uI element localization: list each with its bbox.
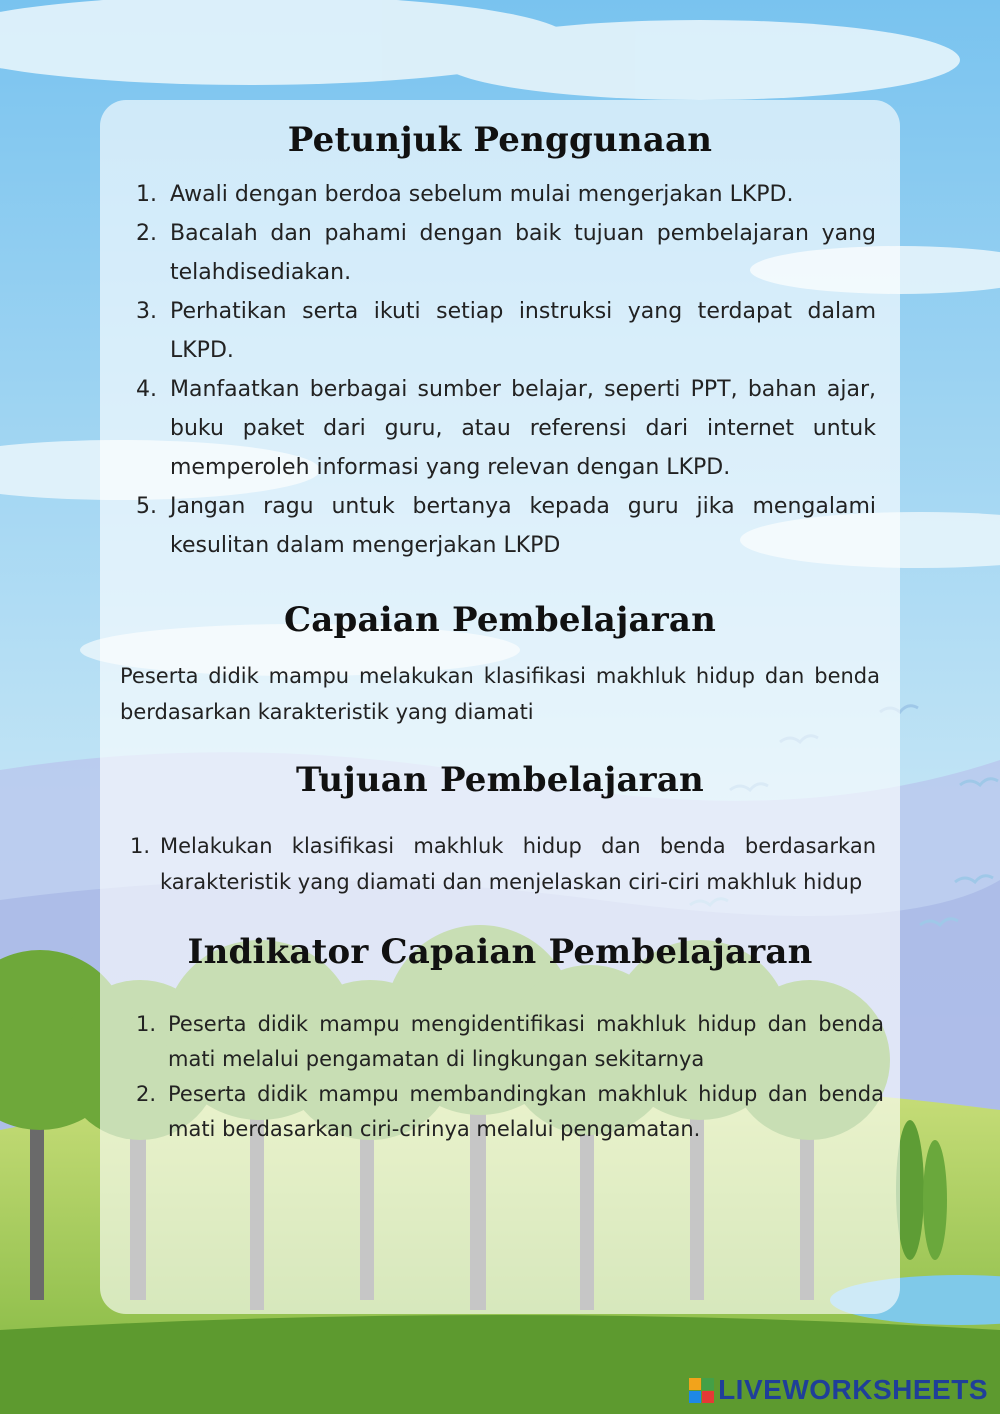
- indikator-list: [136, 1007, 884, 1147]
- list-item: 2. Bacalah dan pahami dengan baik tujuan pembelajaran yang telahdisediakan.: [136, 221, 876, 285]
- list-item: 2. Peserta didik mampu membandingkan makhluk hidup dan benda mati berdasarkan ciri-cirinya melalui pengamatan.: [136, 1082, 884, 1141]
- petunjuk-list: [136, 175, 876, 565]
- list-item: 1. Melakukan klasifikasi makhluk hidup dan benda berdasarkan karakteristik yang diamati dan menjelaskan ciri-ciri makhluk hidup: [130, 834, 876, 894]
- section-title-capaian: Capaian Pembelajaran: [283, 600, 716, 640]
- list-item: 3. Perhatikan serta ikuti setiap instruksi yang terdapat dalam LKPD.: [136, 299, 876, 363]
- brand-text: LIVEWORKSHEETS: [718, 1374, 988, 1405]
- list-item: 4. Manfaatkan berbagai sumber belajar, seperti PPT, bahan ajar, buku paket dari guru, atau referensi dari internet untuk memperoleh informasi yang relevan dengan LKPD.: [136, 377, 876, 480]
- section-title-indikator: Indikator Capaian Pembelajaran: [187, 932, 813, 972]
- liveworksheets-logo[interactable]: [689, 1374, 988, 1406]
- section-title-petunjuk: Petunjuk Penggunaan: [287, 120, 713, 160]
- list-item: 1. Awali dengan berdoa sebelum mulai mengerjakan LKPD.: [136, 182, 794, 207]
- list-item: 1. Peserta didik mampu mengidentifikasi makhluk hidup dan benda mati melalui pengamatan di lingkungan sekitarnya: [136, 1012, 884, 1071]
- tujuan-list: [130, 828, 876, 900]
- capaian-text: Peserta didik mampu melakukan klasifikasi makhluk hidup dan benda berdasarkan karakteristik yang diamati: [120, 664, 880, 724]
- list-item: 5. Jangan ragu untuk bertanya kepada guru jika mengalami kesulitan dalam mengerjakan LKPD: [136, 494, 876, 558]
- liveworksheets-logo-icon: [689, 1378, 714, 1403]
- section-title-tujuan: Tujuan Pembelajaran: [296, 760, 704, 800]
